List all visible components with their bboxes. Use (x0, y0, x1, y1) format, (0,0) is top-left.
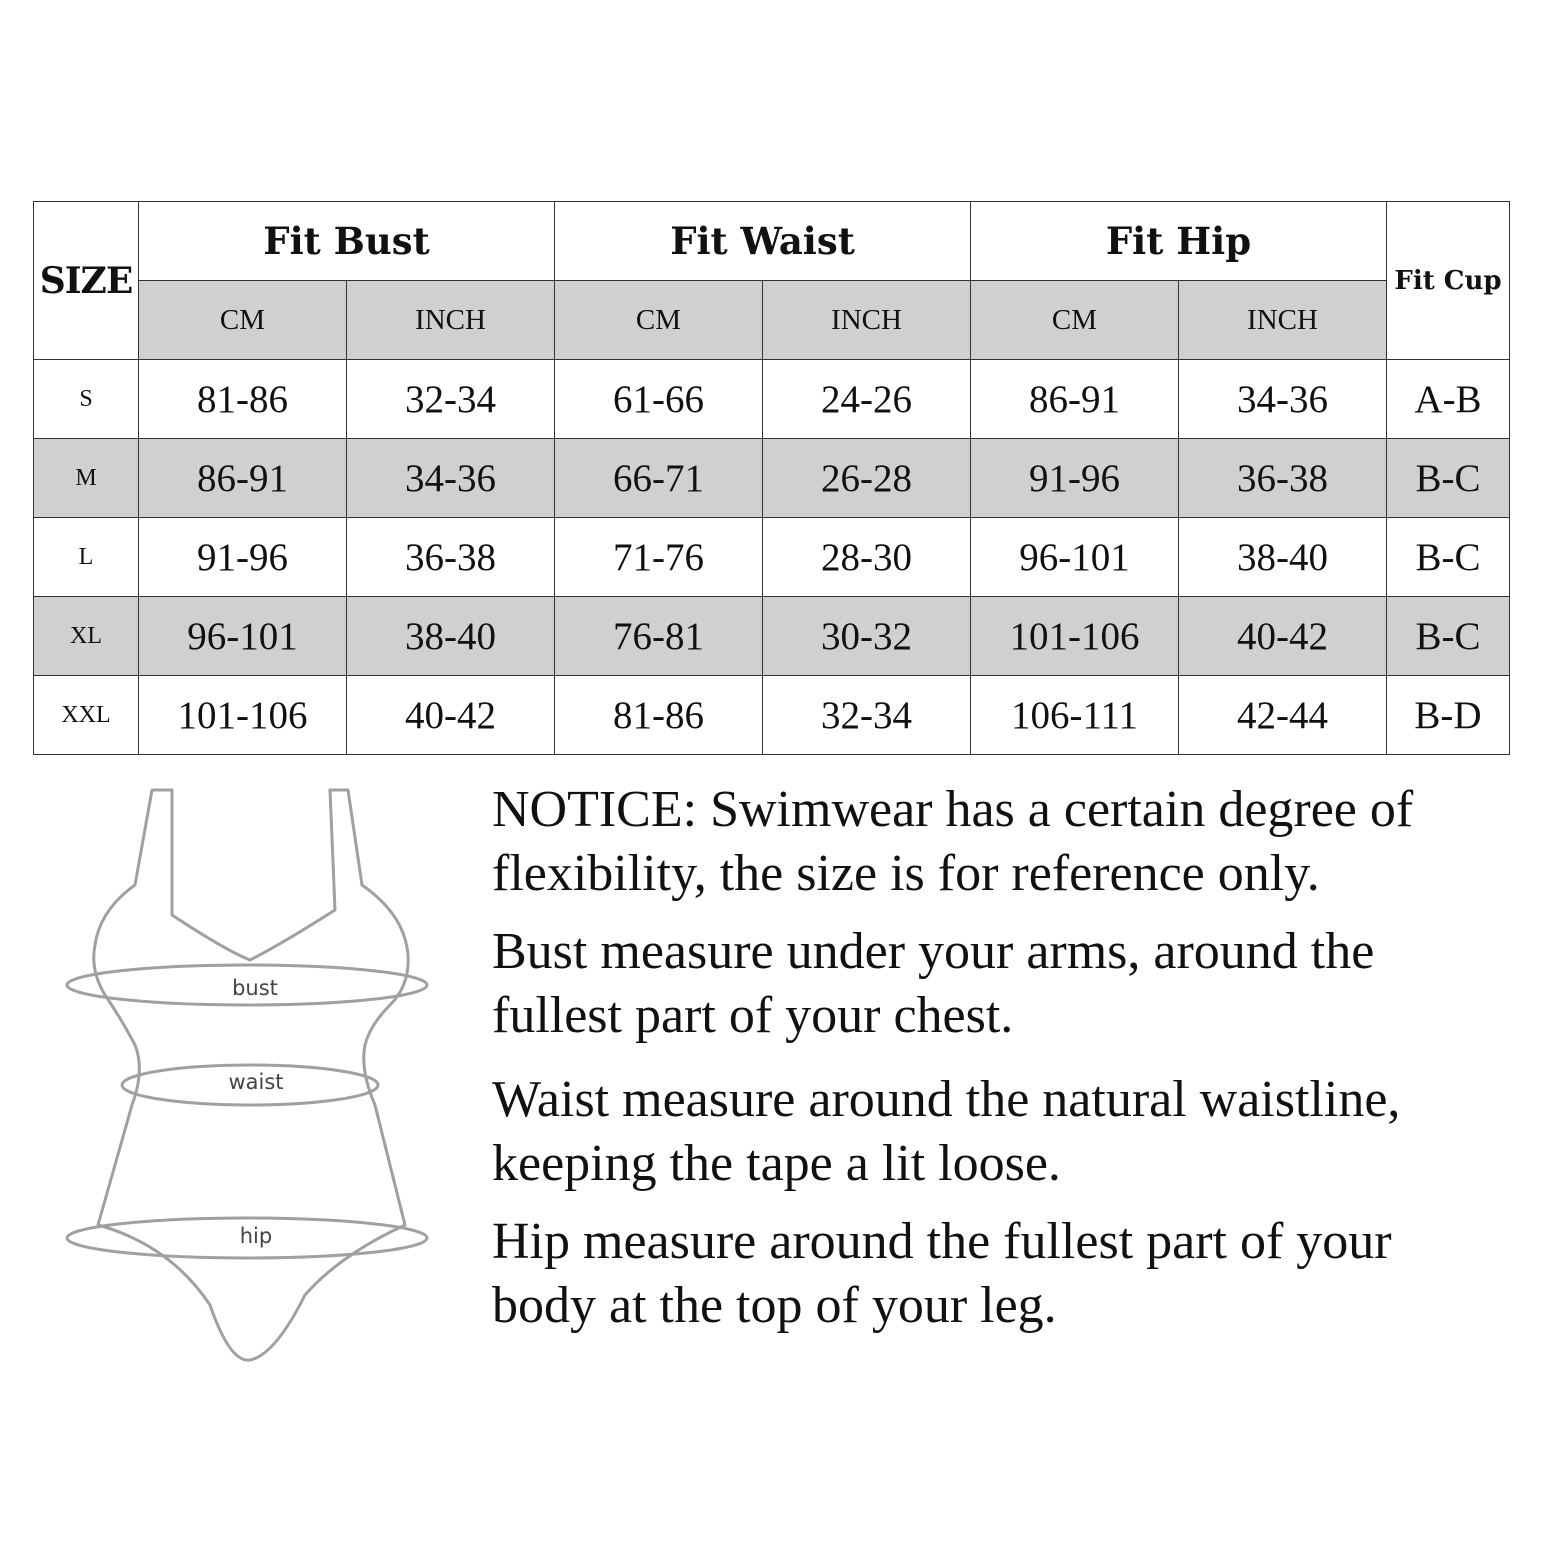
waist-inch-cell: 28-30 (763, 518, 971, 597)
hip-cm-cell: 91-96 (971, 439, 1179, 518)
waist-cm-cell: 66-71 (555, 439, 763, 518)
bust-inch-cell: 34-36 (347, 439, 555, 518)
hip-label: hip (239, 1224, 273, 1248)
swimsuit-measurement-figure (60, 785, 440, 1365)
waist-cm-cell: 71-76 (555, 518, 763, 597)
bust-cm-cell: 96-101 (139, 597, 347, 676)
bust-inch-cell: 36-38 (347, 518, 555, 597)
size-header: SIZE (34, 202, 139, 360)
size-cell: M (34, 439, 139, 518)
hip-cm-cell: 96-101 (971, 518, 1179, 597)
bust-inch-cell: 40-42 (347, 676, 555, 755)
hip-inch-cell: 36-38 (1179, 439, 1387, 518)
waist-inch-cell: 26-28 (763, 439, 971, 518)
table-row (34, 439, 1510, 518)
table-row (34, 518, 1510, 597)
hip-inch-cell: 40-42 (1179, 597, 1387, 676)
bust-inch-cell: 32-34 (347, 360, 555, 439)
unit-header: CM (139, 281, 347, 360)
hip-cm-cell: 86-91 (971, 360, 1179, 439)
hip-cm-cell: 106-111 (971, 676, 1179, 755)
waist-label: waist (228, 1070, 284, 1094)
hip-inch-cell: 34-36 (1179, 360, 1387, 439)
size-chart-table (33, 201, 1510, 755)
unit-header: INCH (347, 281, 555, 360)
cup-cell: B-C (1387, 597, 1510, 676)
hip-cm-cell: 101-106 (971, 597, 1179, 676)
size-cell: XXL (34, 676, 139, 755)
waist-cm-cell: 81-86 (555, 676, 763, 755)
fit-bust-header: Fit Bust (139, 202, 555, 281)
unit-header: INCH (1179, 281, 1387, 360)
cup-cell: B-D (1387, 676, 1510, 755)
hip-instruction: Hip measure around the fullest part of your body at the top of your leg. (492, 1213, 1392, 1334)
bust-cm-cell: 91-96 (139, 518, 347, 597)
unit-header: CM (555, 281, 763, 360)
bust-inch-cell: 38-40 (347, 597, 555, 676)
fit-waist-header: Fit Waist (555, 202, 971, 281)
cup-cell: A-B (1387, 360, 1510, 439)
table-row (34, 676, 1510, 755)
bust-cm-cell: 81-86 (139, 360, 347, 439)
unit-header: INCH (763, 281, 971, 360)
table-row (34, 360, 1510, 439)
fit-cup-header: Fit Cup (1387, 202, 1510, 360)
waist-cm-cell: 76-81 (555, 597, 763, 676)
waist-cm-cell: 61-66 (555, 360, 763, 439)
waist-inch-cell: 32-34 (763, 676, 971, 755)
waist-instruction: Waist measure around the natural waistline, keeping the tape a lit loose. (492, 1071, 1401, 1192)
unit-header-row (34, 281, 1510, 360)
hip-inch-cell: 42-44 (1179, 676, 1387, 755)
waist-inch-cell: 24-26 (763, 360, 971, 439)
notice-text: NOTICE: Swimwear has a certain degree of flexibility, the size is for reference only. (492, 781, 1414, 902)
hip-inch-cell: 38-40 (1179, 518, 1387, 597)
bust-label: bust (232, 976, 278, 1000)
bust-cm-cell: 86-91 (139, 439, 347, 518)
table-row (34, 597, 1510, 676)
cup-cell: B-C (1387, 439, 1510, 518)
size-cell: XL (34, 597, 139, 676)
size-cell: L (34, 518, 139, 597)
cup-cell: B-C (1387, 518, 1510, 597)
unit-header: CM (971, 281, 1179, 360)
waist-inch-cell: 30-32 (763, 597, 971, 676)
size-cell: S (34, 360, 139, 439)
table-header-row (34, 202, 1510, 281)
fit-hip-header: Fit Hip (971, 202, 1387, 281)
bust-instruction: Bust measure under your arms, around the fullest part of your chest. (492, 923, 1375, 1044)
bust-cm-cell: 101-106 (139, 676, 347, 755)
